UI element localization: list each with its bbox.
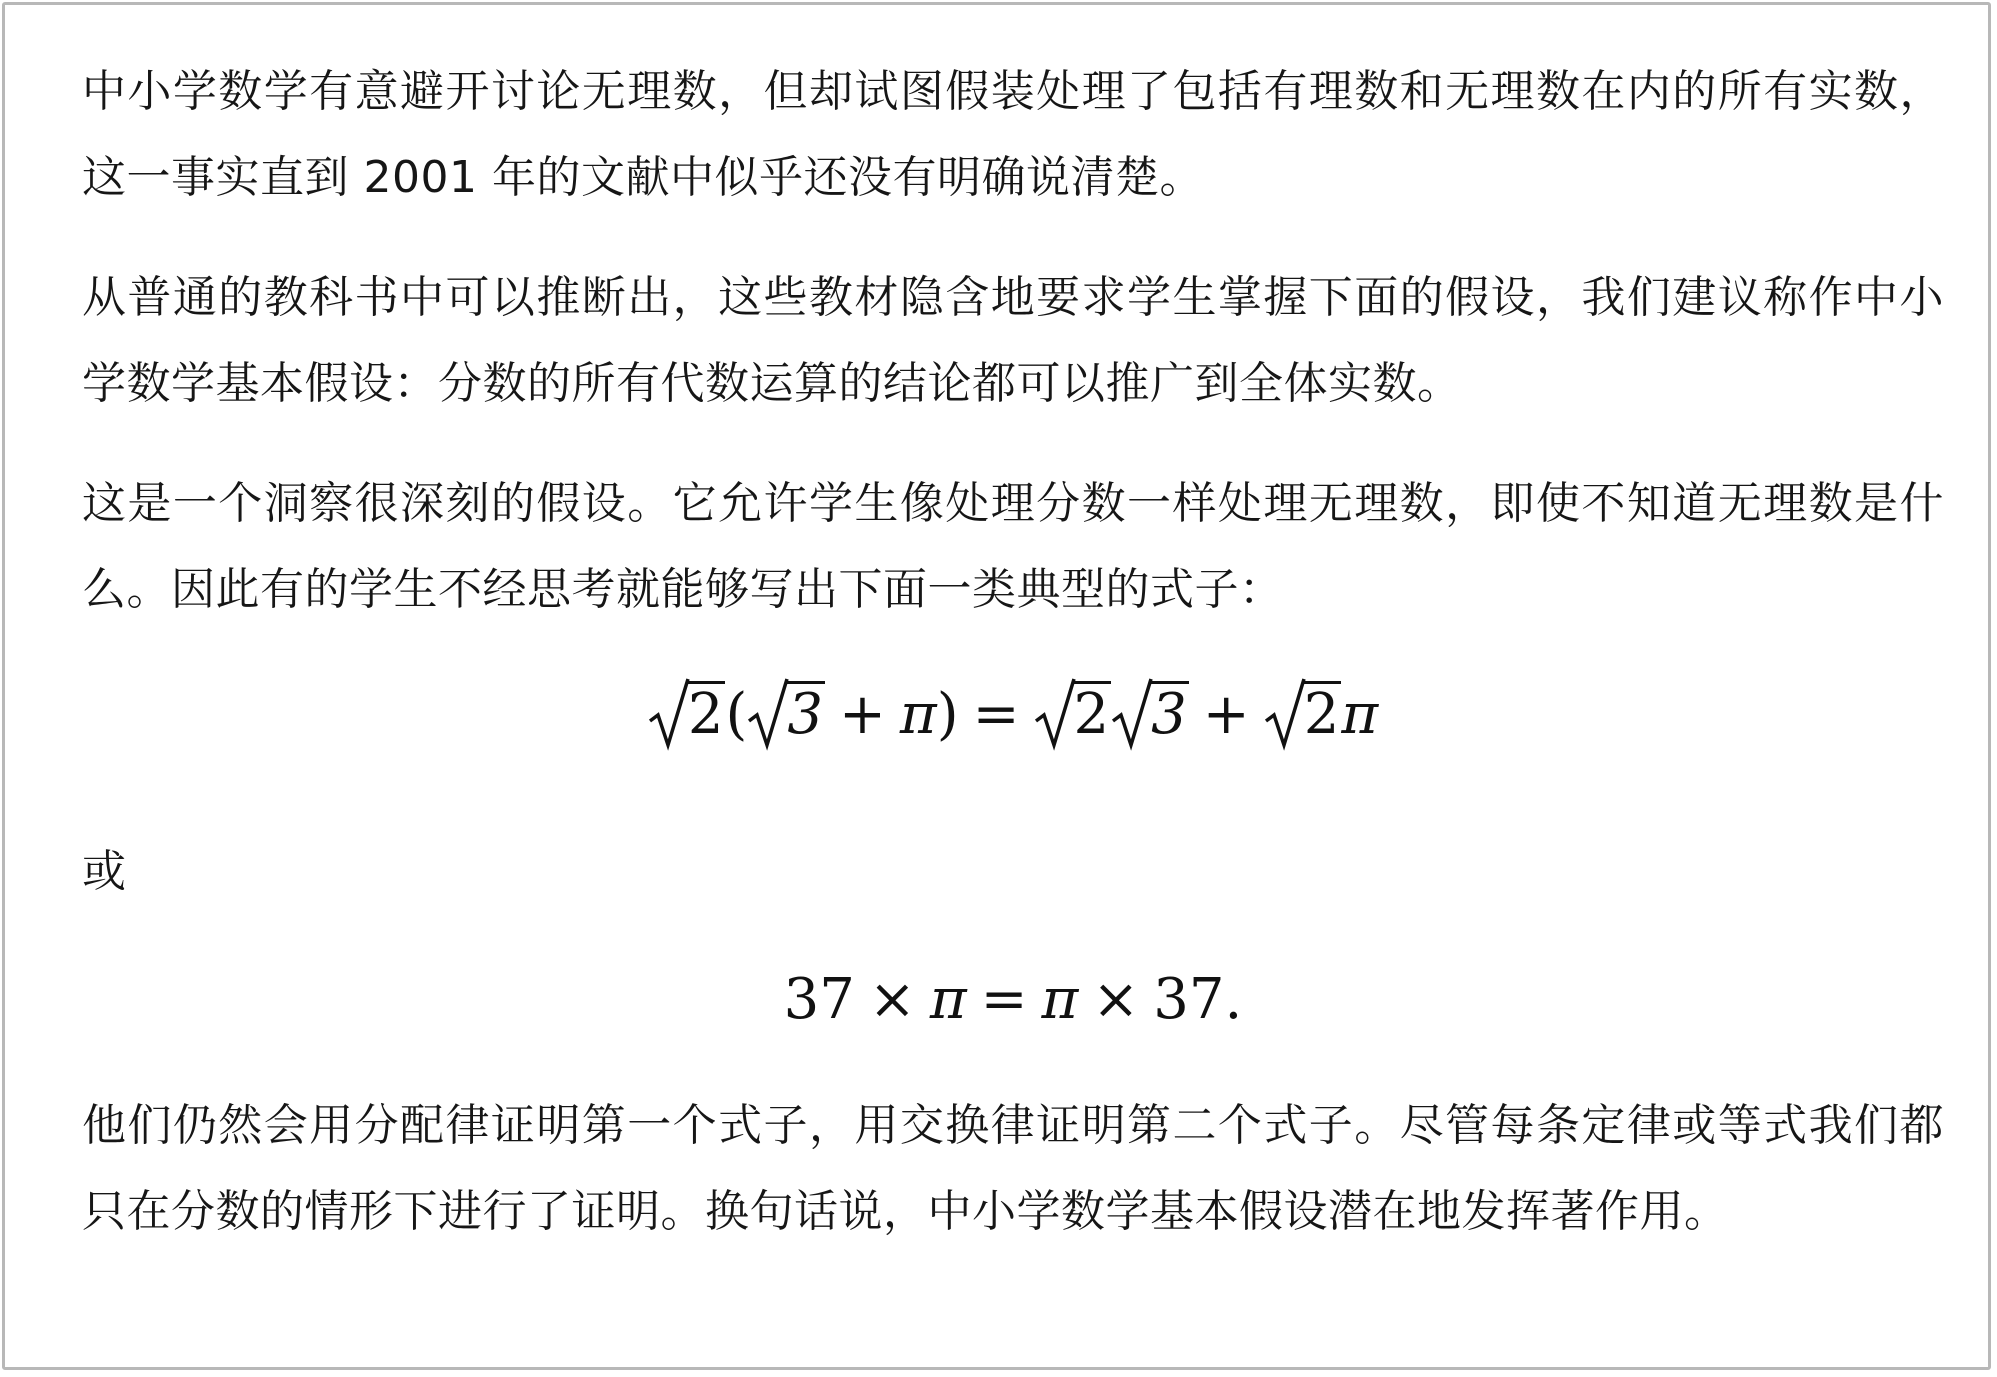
paragraph-2: 从普通的教科书中可以推断出，这些教材隐含地要求学生掌握下面的假设，我们建议称作中小学数学基本假设：分数的所有代数运算的结论都可以推广到全体实数。 [82,272,1944,409]
paragraph-1: 中小学数学有意避开讨论无理数，但却试图假装处理了包括有理数和无理数在内的所有实数，这一事实直到 2001 年的文献中似乎还没有明确说清楚。 [82,66,1944,203]
paragraph-4: 他们仍然会用分配律证明第一个式子，用交换律证明第二个式子。尽管每条定律或等式我们都只在分数的情形下进行了证明。换句话说，中小学数学基本假设潜在地发挥著作用。 [82,1100,1944,1237]
times-sign: × [1092,967,1140,1032]
equation-commutative [82,967,1944,1032]
sqrt-3-term: 3 [747,681,825,747]
radical-sign-icon [1034,675,1078,753]
number-37: 37 [1153,967,1225,1032]
times-sign: × [868,967,916,1032]
pi-symbol: π [1341,682,1379,747]
equation-distributive [82,681,1944,747]
pi-symbol: π [1041,967,1079,1032]
paragraph-3: 这是一个洞察很深刻的假设。它允许学生像处理分数一样处理无理数，即使不知道无理数是什么。因此有的学生不经思考就能够写出下面一类典型的式子： [82,478,1944,615]
equals-sign: = [980,967,1028,1032]
sqrt-2-term: 2 [1264,681,1342,747]
plus-sign: + [1202,682,1250,747]
plus-sign: + [838,682,886,747]
radical-sign-icon [1111,675,1155,753]
open-paren: ( [725,682,748,747]
sqrt-3-term: 3 [1111,681,1189,747]
close-paren: ) [936,682,959,747]
sqrt-2-term: 2 [1034,681,1112,747]
conjunction-or: 或 [82,846,127,897]
period: . [1224,967,1243,1032]
number-37: 37 [783,967,855,1032]
radical-sign-icon [747,675,791,753]
radical-sign-icon [1264,675,1308,753]
pi-symbol: π [899,682,937,747]
radical-sign-icon [648,675,692,753]
document-frame [2,2,1991,1370]
pi-symbol: π [929,967,967,1032]
equals-sign: = [972,682,1020,747]
sqrt-2-term: 2 [648,681,726,747]
